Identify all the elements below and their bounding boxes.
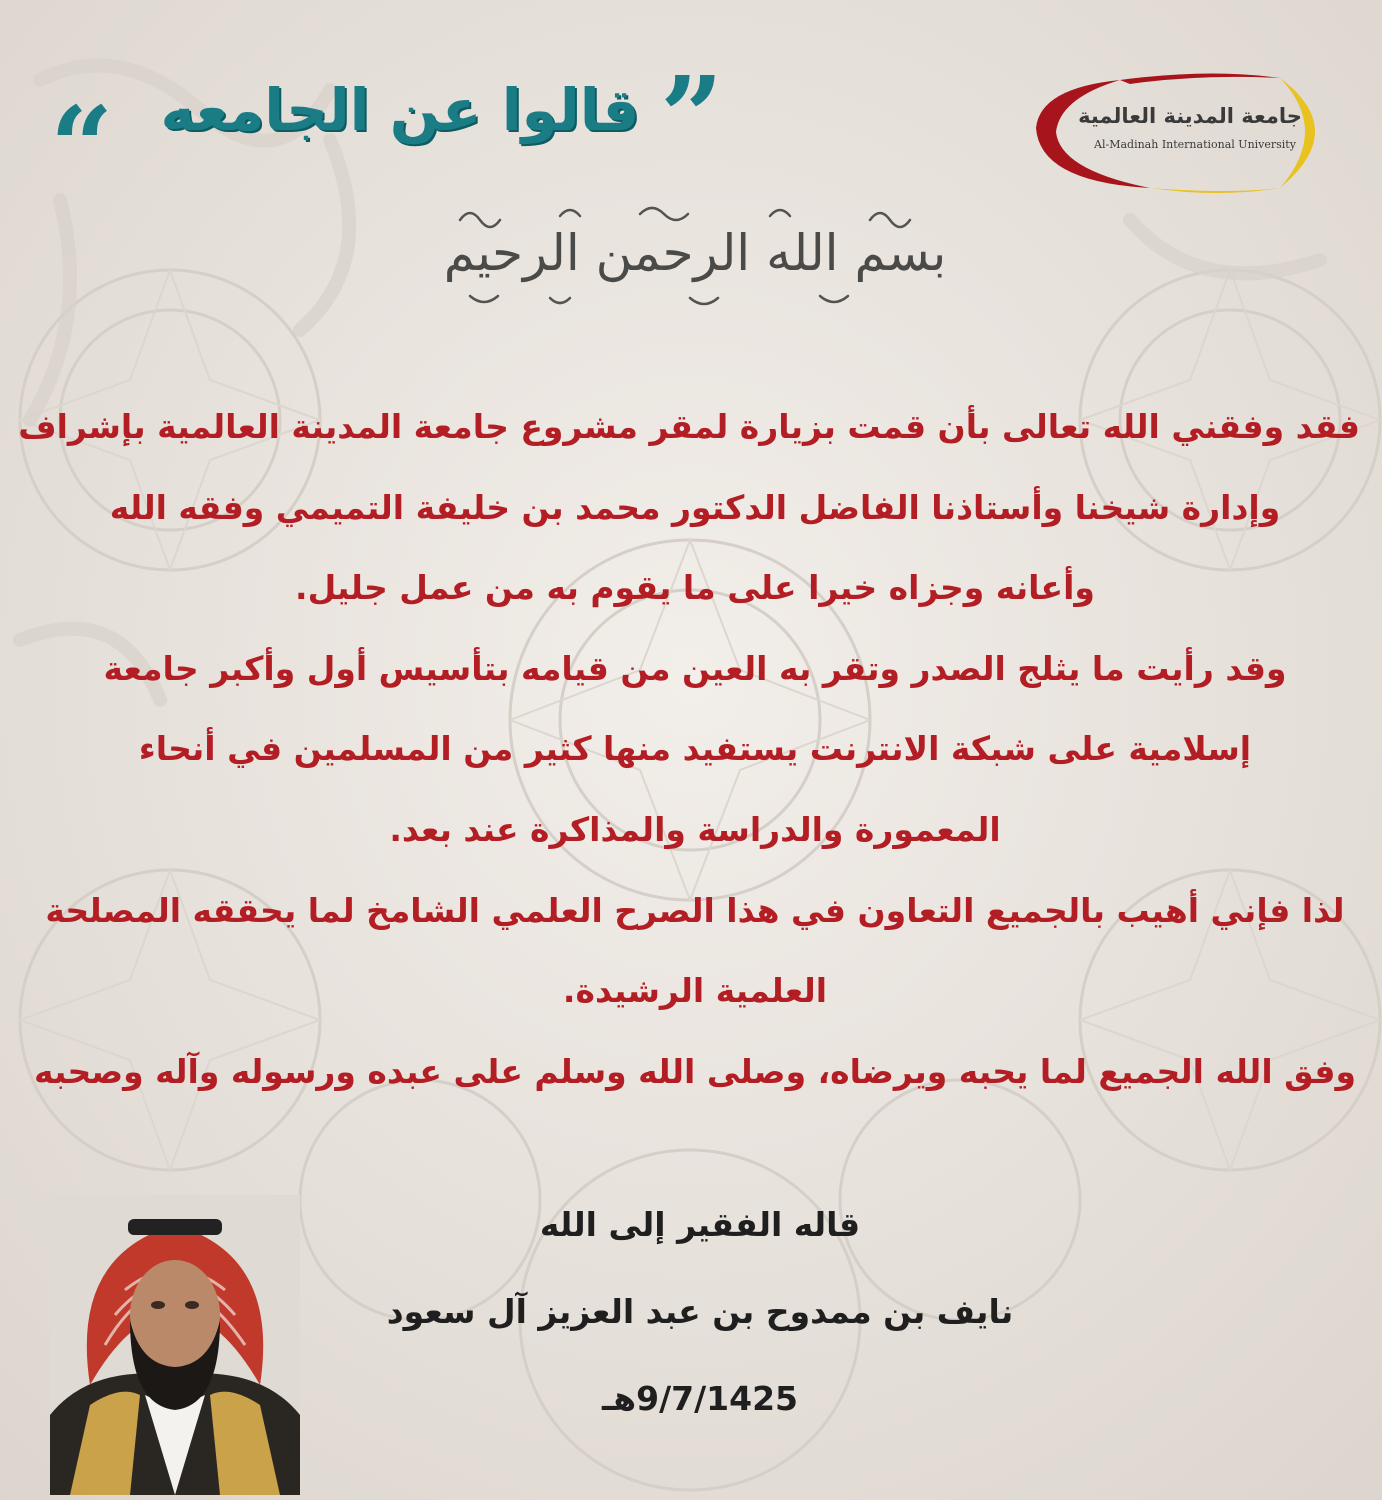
body-line-4: وقد رأيت ما يثلج الصدر وتقر به العين من قيامه بتأسيس أول وأكبر جامعة — [103, 648, 1287, 688]
logo-crescent-icon — [1030, 70, 1340, 195]
body-line-8: العلمية الرشيدة. — [562, 971, 828, 1011]
basmala-calligraphy — [440, 200, 950, 310]
person-portrait-icon — [50, 1195, 300, 1495]
body-line-5: إسلامية على شبكة الانترنت يستفيد منها كثير من المسلمين في أنحاء — [138, 729, 1252, 769]
body-line-1: فقد وفقني الله تعالى بأن قمت بزيارة لمقر مشروع جامعة المدينة العالمية بإشراف — [18, 407, 1360, 446]
title-text: قالوا عن الجامعه — [160, 76, 640, 144]
open-quote-icon: ” — [660, 52, 724, 181]
signature-block — [320, 1195, 1080, 1456]
body-line-9: وفق الله الجميع لما يحبه ويرضاه، وصلى الله وسلم على عبده ورسوله وآله وصحبه — [34, 1051, 1356, 1091]
logo-arabic-name: جامعة المدينة العالمية — [1078, 104, 1302, 128]
logo-english-name: Al-Madinah International University — [1094, 138, 1296, 151]
author-portrait — [50, 1195, 300, 1495]
close-quote-icon: “ — [50, 82, 114, 211]
page-title — [40, 52, 740, 211]
signature-date: 9/7/1425هـ — [601, 1379, 799, 1418]
signature-prefix: قاله الفقير إلى الله — [539, 1205, 861, 1244]
body-line-2: وإدارة شيخنا وأستاذنا الفاضل الدكتور محمد بن خليفة التميمي وفقه الله — [109, 487, 1281, 527]
signature-name: نايف بن ممدوح بن عبد العزيز آل سعود — [386, 1292, 1014, 1331]
basmala-text: بسم الله الرحمن الرحيم — [443, 224, 947, 282]
testimonial-body — [18, 392, 1360, 1117]
university-logo[interactable] — [1030, 70, 1340, 195]
body-line-6: المعمورة والدراسة والمذاكرة عند بعد. — [389, 809, 1001, 849]
body-line-3: وأعانه وجزاه خيرا على ما يقوم به من عمل جليل. — [295, 568, 1095, 608]
body-line-7: لذا فإني أهيب بالجميع التعاون في هذا الصرح العلمي الشامخ لما يحققه المصلحة — [45, 890, 1345, 930]
